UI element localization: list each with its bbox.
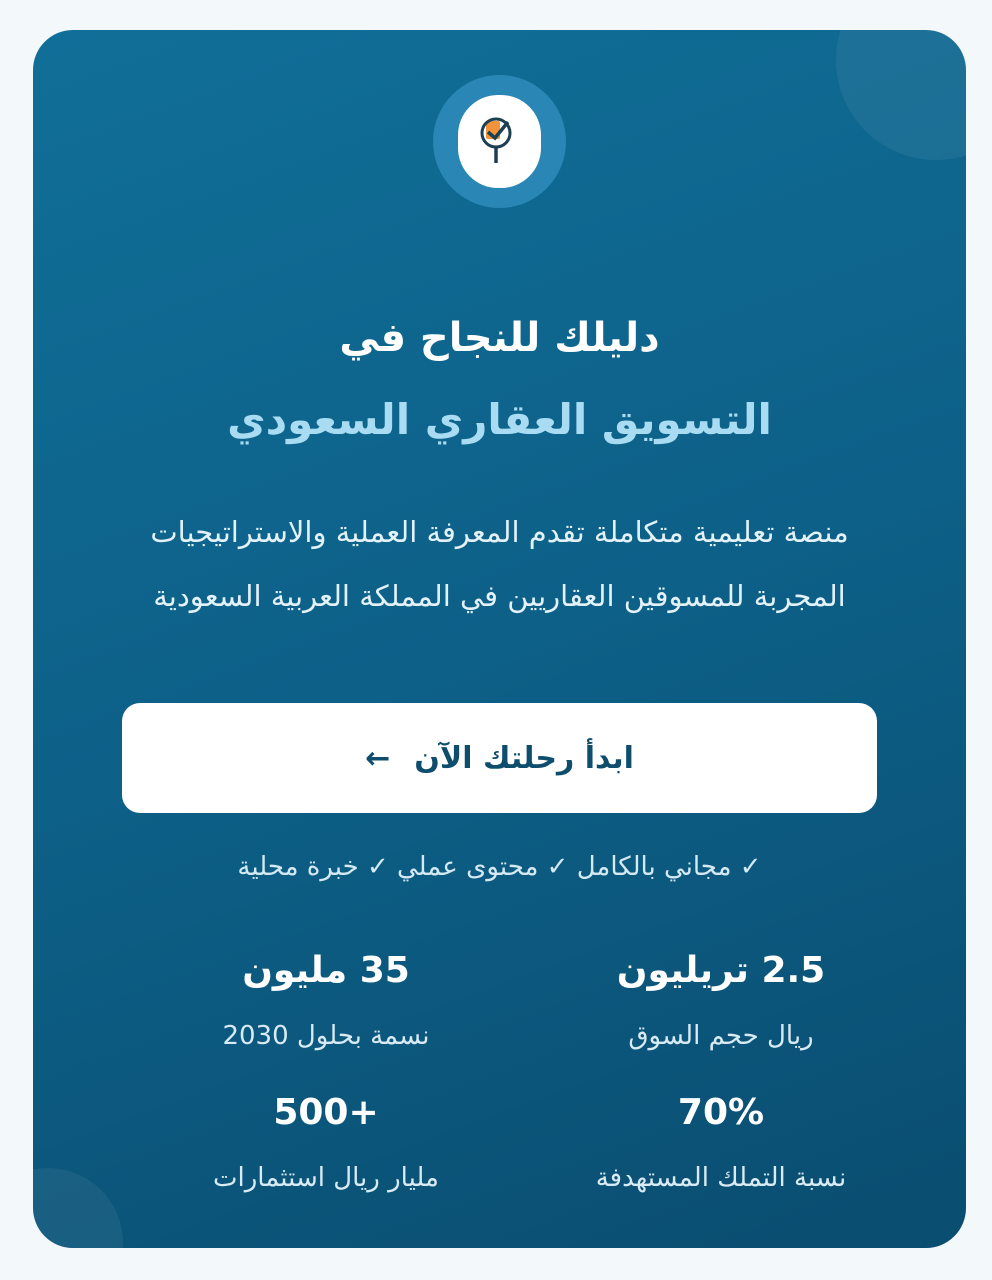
search-check-icon <box>474 113 526 169</box>
stat-ownership <box>556 1092 886 1193</box>
stat-market-size <box>556 950 886 1051</box>
stat-value: +500 <box>273 1092 379 1133</box>
logo <box>433 75 566 208</box>
hero-card <box>33 30 966 1248</box>
cta-label: ابدأ رحلتك الآن <box>414 740 634 776</box>
hero-description: منصة تعليمية متكاملة تقدم المعرفة العملية والاستراتيجيات المجربة للمسوقين العقاريين في المملكة العربية السعودية <box>150 515 849 613</box>
stat-population <box>161 950 491 1051</box>
arrow-left-icon: ← <box>365 740 391 776</box>
stat-label: ريال حجم السوق <box>628 1021 814 1051</box>
features-list: ✓ مجاني بالكامل ✓ محتوى عملي ✓ خبرة محلية <box>237 852 762 882</box>
start-journey-button[interactable] <box>122 703 877 813</box>
stat-label: نسبة التملك المستهدفة <box>595 1163 847 1193</box>
stat-value: 35 مليون <box>242 950 410 991</box>
stat-value: 2.5 تريليون <box>616 950 826 991</box>
stat-label: مليار ريال استثمارات <box>213 1163 439 1193</box>
hero-title-highlight: التسويق العقاري السعودي <box>227 395 772 444</box>
hero-title: دليلك للنجاح في <box>339 315 660 361</box>
decorative-circle <box>836 30 966 160</box>
stat-label: نسمة بحلول 2030 <box>222 1021 430 1051</box>
decorative-circle <box>33 1168 123 1248</box>
stat-investments <box>161 1092 491 1193</box>
stat-value: 70% <box>677 1092 765 1133</box>
